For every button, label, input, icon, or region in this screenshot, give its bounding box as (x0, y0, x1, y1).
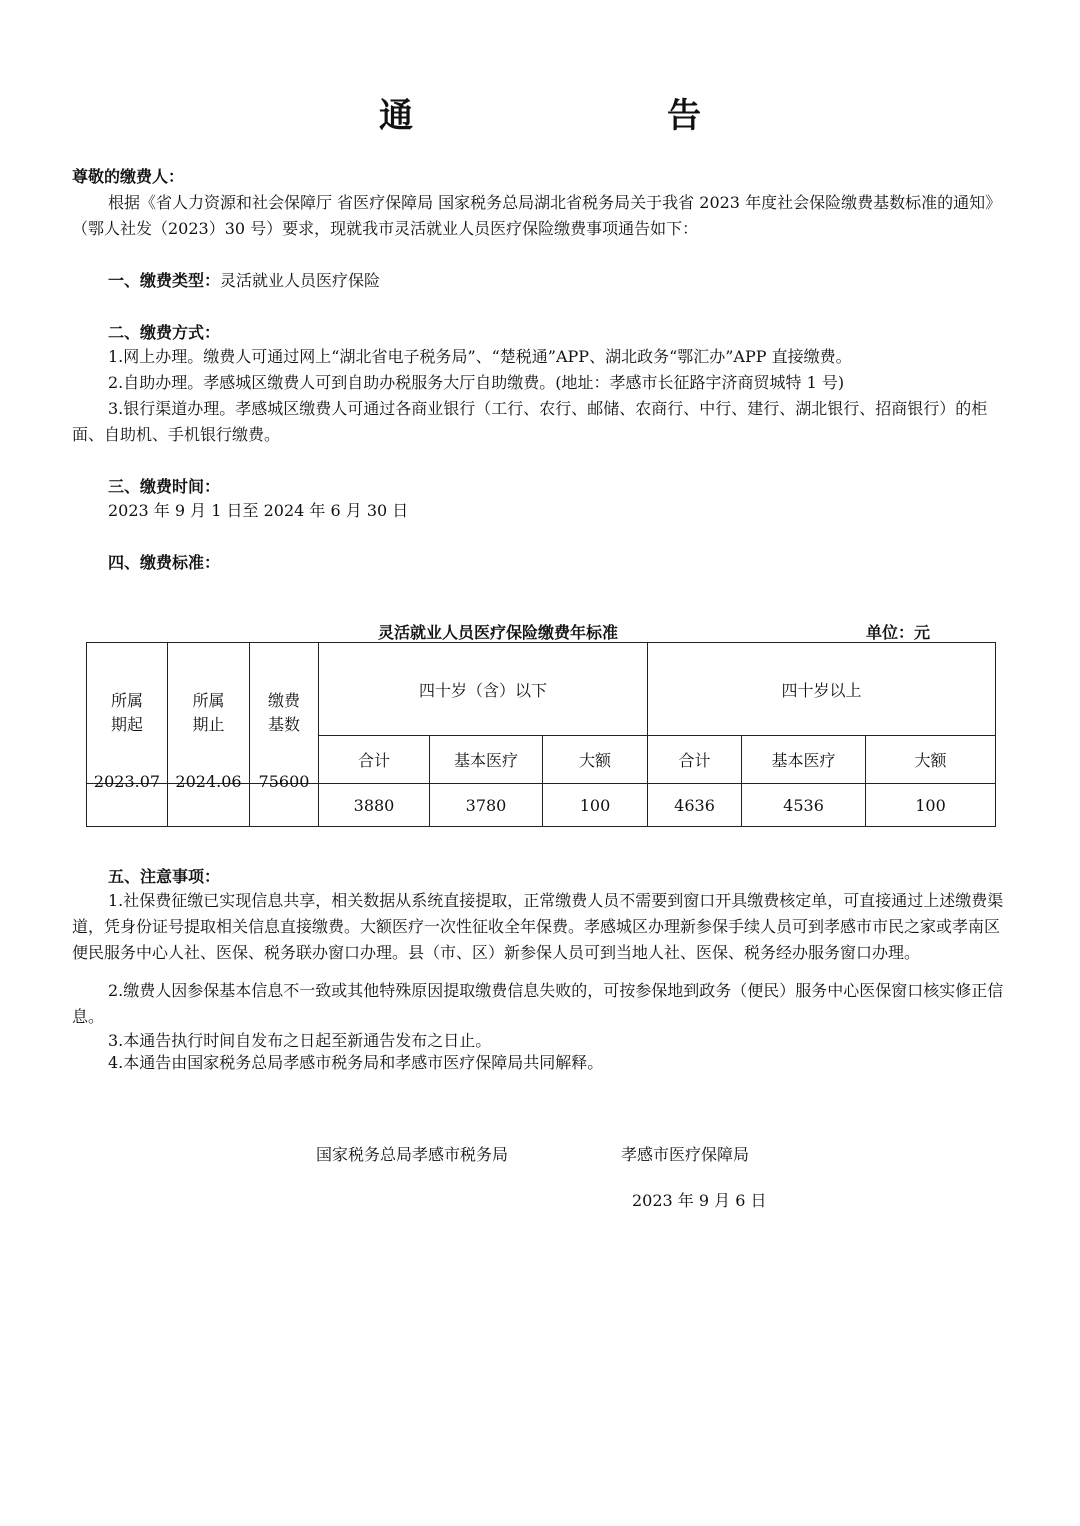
signature-medical-bureau: 孝感市医疗保障局 (621, 1145, 750, 1164)
section-5-item-4: 4.本通告由国家税务总局孝感市税务局和孝感市医疗保障局共同解释。 (108, 1053, 604, 1072)
fee-standard-table (86, 642, 996, 827)
salutation: 尊敬的缴费人： (72, 167, 185, 186)
cell-total-under40: 3880 (319, 784, 430, 827)
section-3-text: 2023 年 9 月 1 日至 2024 年 6 月 30 日 (108, 501, 409, 520)
cell-base: 75600 (250, 760, 319, 803)
cell-period-start: 2023.07 (87, 760, 168, 803)
cell-total-over40: 4636 (648, 784, 742, 827)
header-period-end: 所属 期止 (168, 643, 250, 784)
section-2-item-3: 3.银行渠道办理。孝感城区缴费人可通过各商业银行（工行、农行、邮储、农商行、中行、建行、湖北银行、招商银行）的柜面、自助机、手机银行缴费。 (72, 399, 988, 444)
section-1 (72, 268, 1012, 294)
section-4-heading: 四、缴费标准： (108, 553, 221, 572)
header-under-40: 四十岁（含）以下 (319, 643, 648, 736)
cell-basic-under40: 3780 (430, 784, 543, 827)
section-5-item-3: 3.本通告执行时间自发布之日起至新通告发布之日止。 (108, 1031, 492, 1050)
section-5-item-1: 1.社保费征缴已实现信息共享，相关数据从系统直接提取，正常缴费人员不需要到窗口开具缴费核定单，可直接通过上述缴费渠道，凭身份证号提取相关信息直接缴费。大额医疗一次性征收全年保费。孝感城区办理新参保手续人员可到孝感市市民之家或孝南区便民服务中心人社、医保、税务联办窗口办理。县（市、区）新参保人员可到当地人社、医保、税务经办服务窗口办理。 (72, 891, 1004, 962)
subheader-large-over40: 大额 (866, 736, 996, 784)
cell-large-over40: 100 (866, 784, 996, 827)
intro-paragraph: 根据《省人力资源和社会保障厅 省医疗保障局 国家税务总局湖北省税务局关于我省 2023 年度社会保险缴费基数标准的通知》（鄂人社发（2023）30 号）要求，现就我市灵活就业人员医疗保险缴费事项通告如下： (72, 193, 1002, 238)
section-2-item-1: 1.网上办理。缴费人可通过网上“湖北省电子税务局”、“楚税通”APP、湖北政务“鄂汇办”APP 直接缴费。 (108, 347, 852, 366)
subheader-total-over40: 合计 (648, 736, 742, 784)
section-1-heading: 一、缴费类型： (108, 271, 221, 290)
section-1-text: 灵活就业人员医疗保险 (220, 271, 381, 290)
table-unit: 单位：元 (866, 623, 931, 642)
section-2-item-2: 2.自助办理。孝感城区缴费人可到自助办税服务大厅自助缴费。(地址：孝感市长征路宇济商贸城特 1 号) (108, 373, 845, 392)
section-5-item-2: 2.缴费人因参保基本信息不一致或其他特殊原因提取缴费信息失败的，可按参保地到政务（便民）服务中心医保窗口核实修正信息。 (72, 981, 1004, 1026)
subheader-basic-over40: 基本医疗 (742, 736, 866, 784)
header-over-40: 四十岁以上 (648, 643, 996, 736)
cell-large-under40: 100 (543, 784, 648, 827)
subheader-large-under40: 大额 (543, 736, 648, 784)
header-base: 缴费 基数 (250, 643, 319, 784)
section-2-heading: 二、缴费方式： (108, 323, 221, 342)
header-period-start: 所属 期起 (87, 643, 168, 784)
subheader-basic-under40: 基本医疗 (430, 736, 543, 784)
cell-period-end: 2024.06 (168, 760, 250, 803)
table-caption: 灵活就业人员医疗保险缴费年标准 (378, 623, 619, 642)
notice-title: 通 告 (379, 96, 811, 136)
signature-tax-bureau: 国家税务总局孝感市税务局 (316, 1145, 509, 1164)
issue-date: 2023 年 9 月 6 日 (632, 1191, 767, 1210)
section-3-heading: 三、缴费时间： (108, 477, 221, 496)
section-5-heading: 五、注意事项： (108, 867, 221, 886)
subheader-total-under40: 合计 (319, 736, 430, 784)
cell-basic-over40: 4536 (742, 784, 866, 827)
